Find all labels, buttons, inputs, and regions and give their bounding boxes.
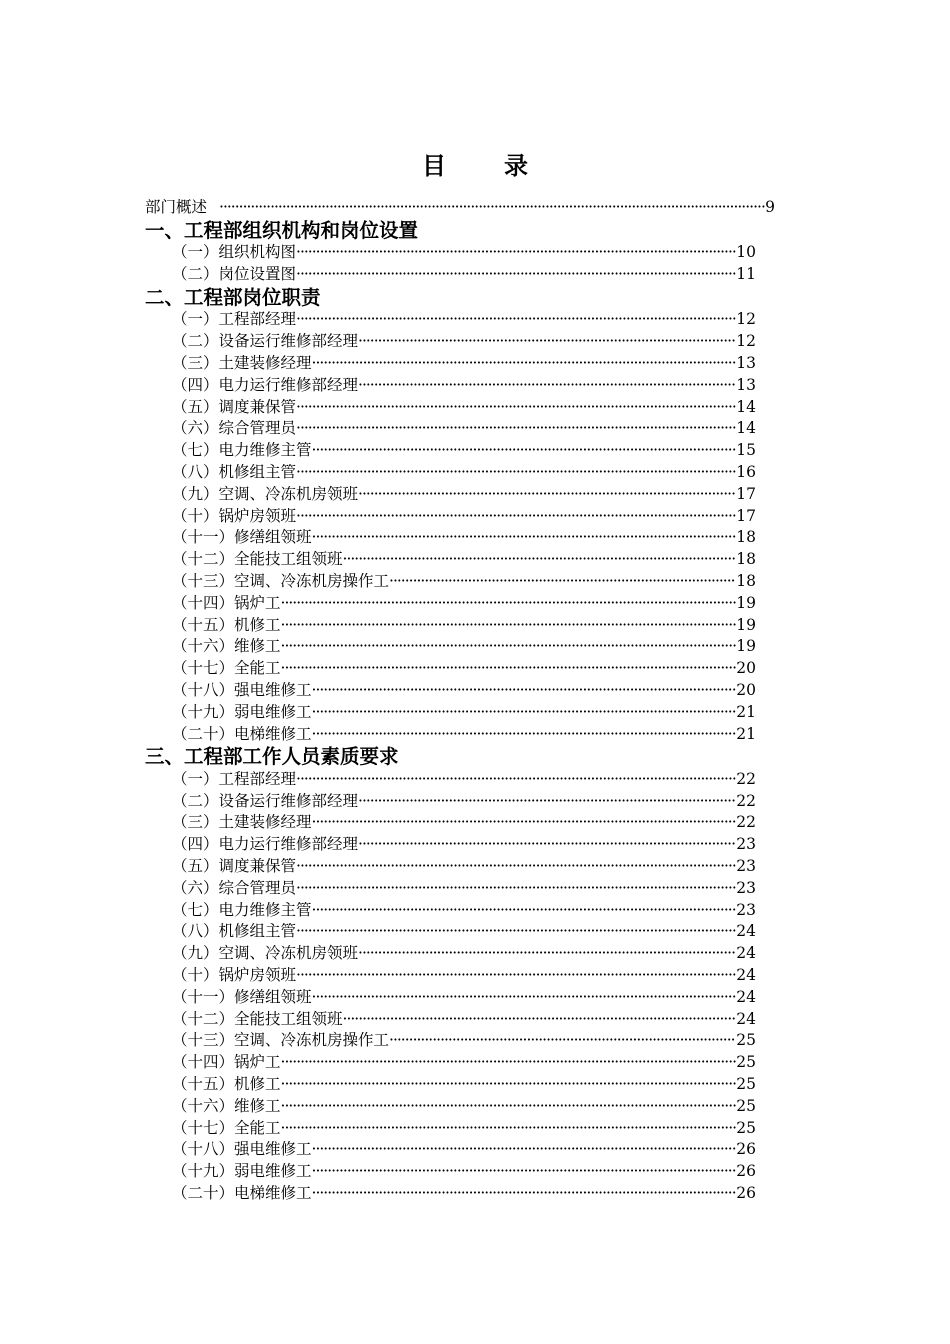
toc-entry-label: （十一）修缮组领班 [172, 987, 312, 1006]
toc-leader-dots [389, 1030, 736, 1052]
toc-entry[interactable] [172, 331, 756, 353]
toc-title [0, 146, 950, 181]
toc-entry[interactable] [172, 900, 756, 922]
toc-entry[interactable] [172, 791, 756, 813]
toc-entry-page: 25 [736, 1031, 756, 1050]
toc-entry[interactable] [172, 309, 756, 331]
toc-leader-dots [296, 309, 736, 331]
toc-entry[interactable] [172, 1052, 756, 1074]
toc-entry-page: 11 [736, 265, 756, 284]
toc-entry-page: 20 [736, 659, 756, 678]
toc-section-heading[interactable]: 三、工程部工作人员素质要求 [145, 745, 399, 769]
toc-leader-dots [312, 987, 737, 1009]
toc-entry-page: 22 [736, 791, 756, 810]
toc-leader-dots [312, 1183, 737, 1205]
toc-entry-label: （十一）修缮组领班 [172, 528, 312, 547]
toc-entry-label: （十八）强电维修工 [172, 1140, 312, 1159]
toc-entry-page: 26 [736, 1140, 756, 1159]
toc-leader-dots [281, 1096, 737, 1118]
toc-entry[interactable] [172, 1139, 756, 1161]
toc-entry-label: （八）机修组主管 [172, 922, 297, 941]
toc-entry-label: （四）电力运行维修部经理 [172, 375, 359, 394]
toc-leader-dots [296, 921, 736, 943]
toc-entry[interactable] [172, 943, 756, 965]
toc-entry[interactable] [172, 1009, 756, 1031]
toc-entry[interactable] [172, 658, 756, 680]
toc-entry[interactable] [172, 878, 756, 900]
toc-entry-page: 25 [736, 1118, 756, 1137]
toc-leader-dots [296, 506, 736, 528]
toc-entry[interactable] [172, 680, 756, 702]
toc-leader-dots [312, 1139, 737, 1161]
toc-entry[interactable] [172, 856, 756, 878]
toc-entry-page: 12 [736, 332, 756, 351]
toc-entry-label: （十七）全能工 [172, 659, 281, 678]
toc-entry[interactable] [172, 834, 756, 856]
toc-entry-page: 26 [736, 1183, 756, 1202]
toc-entry[interactable] [172, 353, 756, 375]
toc-leader-dots [296, 856, 736, 878]
toc-entry-label: （十七）全能工 [172, 1118, 281, 1137]
toc-entry[interactable] [172, 506, 756, 528]
toc-entry-label: （九）空调、冷冻机房领班 [172, 484, 359, 503]
toc-entry[interactable] [172, 1030, 756, 1052]
toc-leader-dots [312, 900, 737, 922]
toc-entry-label: （九）空调、冷冻机房领班 [172, 944, 359, 963]
toc-leader-dots [296, 418, 736, 440]
toc-entry[interactable] [172, 702, 756, 724]
toc-entry-label: （十）锅炉房领班 [172, 506, 297, 525]
toc-leader-dots [358, 331, 736, 353]
toc-leader-dots [296, 397, 736, 419]
toc-leader-dots [312, 724, 737, 746]
toc-entry[interactable] [172, 769, 756, 791]
toc-leader-dots [296, 769, 736, 791]
toc-entry[interactable] [172, 1118, 756, 1140]
toc-leader-dots [358, 484, 736, 506]
toc-entry-page: 26 [736, 1162, 756, 1181]
toc-entry-label: （十五）机修工 [172, 1074, 281, 1093]
toc-entry-page: 15 [736, 441, 756, 460]
toc-entry[interactable] [172, 375, 756, 397]
toc-leader-dots [219, 197, 765, 219]
toc-entry-page: 18 [736, 528, 756, 547]
toc-leader-dots [312, 680, 737, 702]
toc-leader-dots [281, 1118, 737, 1140]
toc-leader-dots [281, 636, 737, 658]
toc-title-part1: 目 [422, 151, 446, 180]
toc-entry-label: （十六）维修工 [172, 637, 281, 656]
table-of-contents [0, 197, 950, 1205]
toc-entry-page: 23 [736, 857, 756, 876]
toc-entry-page: 17 [736, 506, 756, 525]
toc-entry-label: （七）电力维修主管 [172, 900, 312, 919]
toc-entry[interactable] [172, 965, 756, 987]
toc-entry-page: 13 [736, 375, 756, 394]
toc-entry-page: 19 [736, 615, 756, 634]
toc-entry-label: （三）土建装修经理 [172, 353, 312, 372]
toc-entry-page: 13 [736, 353, 756, 372]
toc-entry[interactable] [172, 440, 756, 462]
toc-section-heading[interactable]: 一、工程部组织机构和岗位设置 [145, 218, 419, 242]
toc-leader-dots [281, 615, 737, 637]
toc-leader-dots [312, 353, 737, 375]
toc-entry-page: 16 [736, 462, 756, 481]
toc-leader-dots [281, 1074, 737, 1096]
toc-entry-page: 25 [736, 1074, 756, 1093]
toc-entry-label: （二十）电梯维修工 [172, 724, 312, 743]
toc-entry[interactable] [172, 418, 756, 440]
toc-entry[interactable] [172, 242, 756, 264]
toc-entry[interactable] [172, 812, 756, 834]
toc-entry[interactable] [172, 484, 756, 506]
toc-entry-label: （十三）空调、冷冻机房操作工 [172, 571, 390, 590]
toc-leader-dots [358, 375, 736, 397]
toc-entry-page: 14 [736, 419, 756, 438]
toc-entry-label: （四）电力运行维修部经理 [172, 835, 359, 854]
toc-entry-label: （十五）机修工 [172, 615, 281, 634]
toc-entry-page: 12 [736, 310, 756, 329]
toc-leader-dots [312, 440, 737, 462]
toc-entry-label: （十四）锅炉工 [172, 593, 281, 612]
toc-leader-dots [358, 834, 736, 856]
toc-entry-page: 23 [736, 878, 756, 897]
toc-entry-label: （二十）电梯维修工 [172, 1183, 312, 1202]
toc-leader-dots [296, 462, 736, 484]
toc-entry[interactable] [172, 462, 756, 484]
toc-entry-label: （一）工程部经理 [172, 769, 297, 788]
toc-entry-page: 23 [736, 835, 756, 854]
toc-entry-label: （十）锅炉房领班 [172, 966, 297, 984]
toc-leader-dots [312, 812, 737, 834]
toc-entry-label: （五）调度兼保管 [172, 397, 297, 416]
toc-entry-page: 25 [736, 1096, 756, 1115]
toc-entry-label: （二）设备运行维修部经理 [172, 332, 359, 351]
toc-entry-overview[interactable] [145, 197, 775, 219]
toc-leader-dots [343, 549, 737, 571]
toc-entry[interactable] [172, 636, 756, 658]
toc-entry-label: （六）综合管理员 [172, 419, 297, 438]
toc-entry-page: 24 [736, 922, 756, 941]
toc-entry-label: （十六）维修工 [172, 1096, 281, 1115]
toc-entry-label: （三）土建装修经理 [172, 813, 312, 832]
toc-entry-page: 24 [736, 1009, 756, 1028]
toc-leader-dots [343, 1009, 737, 1031]
toc-section-heading[interactable]: 二、工程部岗位职责 [145, 285, 321, 309]
toc-entry[interactable] [172, 549, 756, 571]
toc-entry[interactable] [172, 1183, 756, 1205]
toc-entry-label: （一）工程部经理 [172, 310, 297, 329]
toc-leader-dots [312, 1161, 737, 1183]
toc-entry-page: 22 [736, 813, 756, 832]
toc-leader-dots [296, 878, 736, 900]
toc-entry-page: 24 [736, 987, 756, 1006]
toc-entry-label: （七）电力维修主管 [172, 441, 312, 460]
toc-entry-page: 14 [736, 397, 756, 416]
toc-entry-label: （八）机修组主管 [172, 462, 297, 481]
toc-leader-dots [296, 264, 736, 286]
toc-entry[interactable] [172, 987, 756, 1009]
toc-leader-dots [296, 965, 736, 987]
toc-entry-label: （十九）弱电维修工 [172, 702, 312, 721]
toc-entry[interactable] [172, 724, 756, 746]
toc-entry-page: 19 [736, 593, 756, 612]
toc-entry-page: 21 [736, 724, 756, 743]
toc-entry[interactable] [172, 593, 756, 615]
toc-entry[interactable] [172, 571, 756, 593]
toc-entry-label: （二）岗位设置图 [172, 265, 297, 284]
toc-entry-page: 10 [736, 243, 756, 262]
toc-entry-label: （二）设备运行维修部经理 [172, 791, 359, 810]
toc-entry-page: 23 [736, 900, 756, 919]
toc-leader-dots [296, 242, 736, 264]
toc-leader-dots [358, 943, 736, 965]
toc-entry-label: （一）组织机构图 [172, 243, 297, 262]
toc-leader-dots [312, 527, 737, 549]
toc-entry-page: 18 [736, 550, 756, 569]
toc-entry-label: （十九）弱电维修工 [172, 1162, 312, 1181]
toc-entry-label: （十四）锅炉工 [172, 1053, 281, 1072]
toc-entry[interactable] [172, 1074, 756, 1096]
toc-entry[interactable] [172, 264, 756, 286]
toc-entry-page: 24 [736, 944, 756, 963]
toc-entry-page: 22 [736, 769, 756, 788]
toc-leader-dots [281, 658, 737, 680]
toc-entry[interactable] [172, 615, 756, 637]
toc-entry-page: 9 [765, 198, 775, 216]
toc-entry-page: 25 [736, 1053, 756, 1072]
toc-leader-dots [389, 571, 736, 593]
toc-entry[interactable] [172, 1161, 756, 1183]
toc-leader-dots [312, 702, 737, 724]
toc-entry-label: （十三）空调、冷冻机房操作工 [172, 1031, 390, 1050]
toc-leader-dots [281, 1052, 737, 1074]
toc-entry-page: 21 [736, 702, 756, 721]
toc-entry-label: （十二）全能技工组领班 [172, 1009, 343, 1028]
toc-entry[interactable] [172, 397, 756, 419]
toc-entry-label: 部门概述 [145, 198, 208, 216]
toc-entry[interactable] [172, 1096, 756, 1118]
toc-entry-label: （十二）全能技工组领班 [172, 550, 343, 569]
toc-entry-page: 17 [736, 484, 756, 503]
toc-entry[interactable] [172, 921, 756, 943]
toc-entry-page: 24 [736, 966, 756, 984]
toc-title-part2: 录 [504, 151, 528, 180]
toc-leader-dots [358, 791, 736, 813]
toc-entry-page: 20 [736, 680, 756, 699]
toc-entry-page: 19 [736, 637, 756, 656]
toc-entry-page: 18 [736, 571, 756, 590]
toc-entry-label: （十八）强电维修工 [172, 680, 312, 699]
toc-entry[interactable] [172, 527, 756, 549]
toc-entry-label: （五）调度兼保管 [172, 857, 297, 876]
toc-leader-dots [281, 593, 737, 615]
toc-entry-label: （六）综合管理员 [172, 878, 297, 897]
